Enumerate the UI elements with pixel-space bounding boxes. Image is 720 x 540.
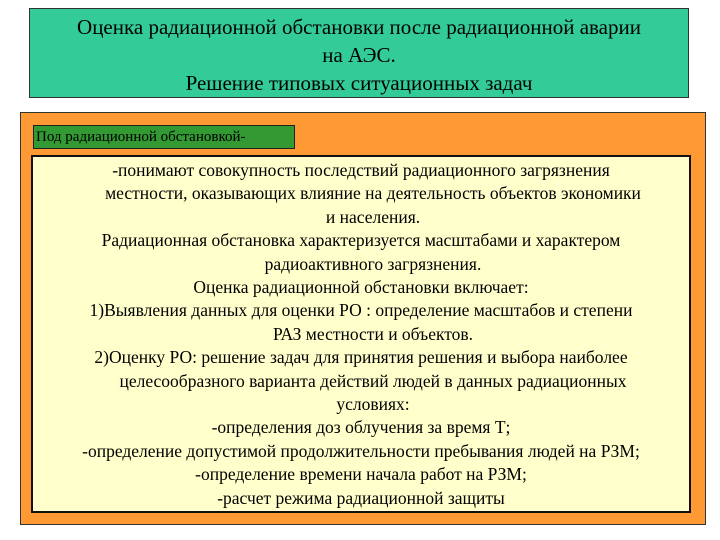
content-line: 1)Выявления данных для оценки РО : определение масштабов и степени bbox=[89, 300, 633, 321]
definition-label: Под радиационной обстановкой- bbox=[33, 125, 295, 149]
content-line: Оценка радиационной обстановки включает: bbox=[193, 277, 529, 298]
content-line: -определение допустимой продолжительности пребывания людей на РЗМ; bbox=[82, 440, 640, 461]
content-line: -определения доз облучения за время Т; bbox=[211, 417, 511, 438]
title-line-3: Решение типовых ситуационных задач bbox=[185, 71, 533, 95]
content-box bbox=[31, 155, 691, 513]
content-line: целесообразного варианта действий людей в данных радиационных bbox=[119, 370, 627, 391]
content-line: РАЗ местности и объектов. bbox=[272, 323, 474, 344]
slide-title bbox=[29, 8, 689, 98]
content-line: радиоактивного загрязнения. bbox=[264, 253, 482, 274]
content-line: -понимают совокупность последствий радиационного загрязнения bbox=[112, 160, 610, 180]
content-line: и населения. bbox=[325, 206, 421, 227]
content-line: -расчет режима радиационной защиты bbox=[217, 487, 505, 508]
content-line: местности, оказывающих влияние на деятельность объектов экономики bbox=[105, 183, 641, 204]
content-line: Радиационная обстановка характеризуется масштабами и характером bbox=[101, 230, 621, 251]
content-line: 2)Оценку РО: решение задач для принятия решения и выбора наиболее bbox=[94, 347, 628, 368]
title-line-1: Оценка радиационной обстановки после радиационной аварии bbox=[77, 15, 641, 39]
content-line: условиях: bbox=[336, 394, 410, 415]
content-line: -определение времени начала работ на РЗМ; bbox=[195, 464, 527, 485]
title-line-2: на АЭС. bbox=[322, 43, 396, 67]
